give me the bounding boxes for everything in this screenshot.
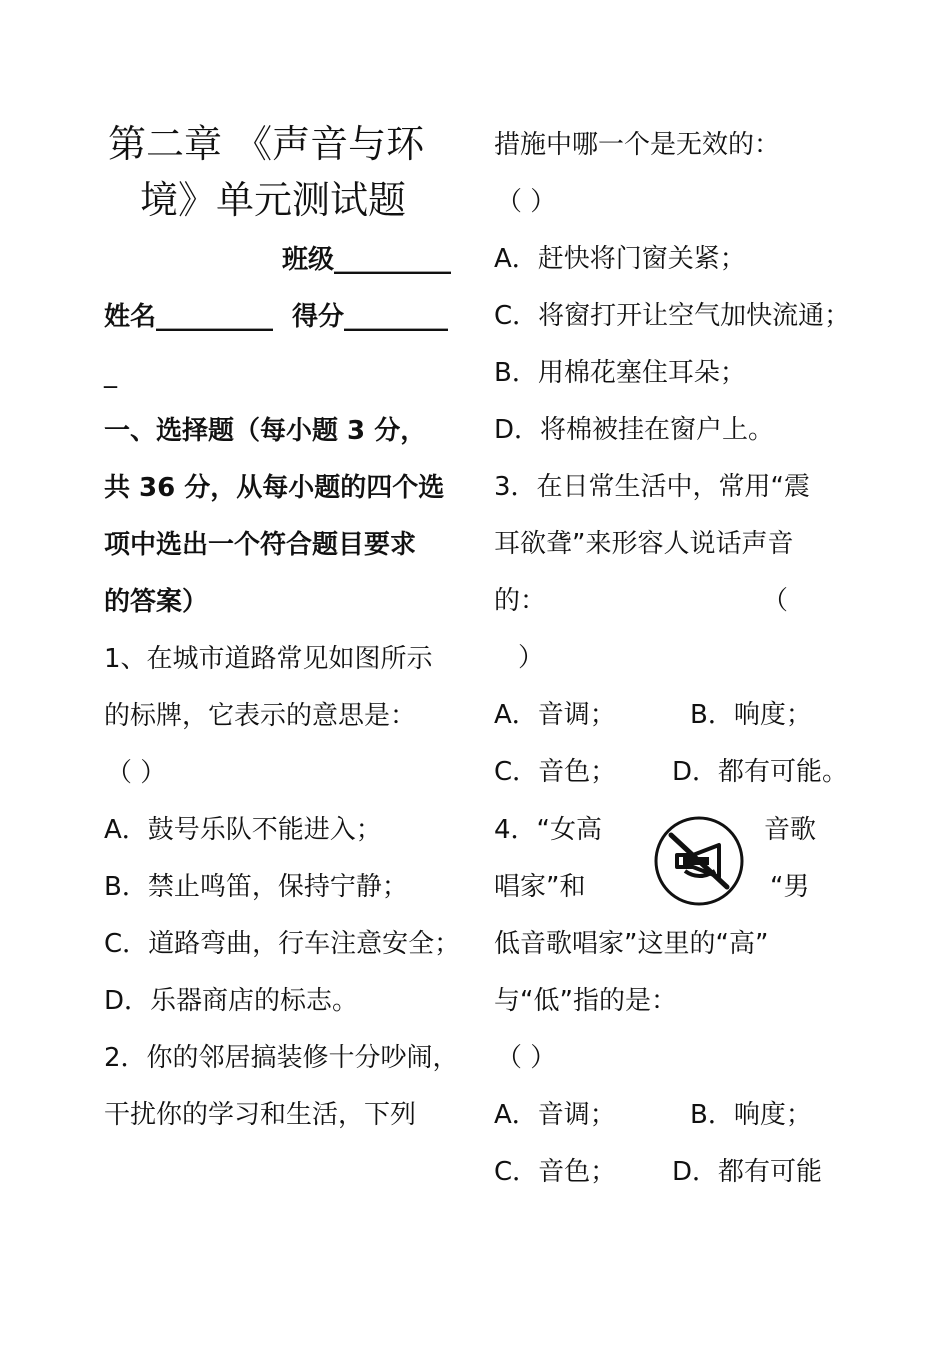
q4-stem-line3: 低音歌唱家”这里的“高”	[494, 929, 769, 959]
q1-option-d[interactable]: D．乐器商店的标志。	[104, 986, 359, 1016]
q4-stem-line2-left: 唱家”和	[494, 872, 586, 902]
q2-stem-line3: 措施中哪一个是无效的：	[494, 130, 781, 160]
q4-option-b[interactable]: B．响度；	[690, 1100, 812, 1130]
q4-stem-line1-left: 4．“女高	[494, 815, 603, 845]
q3-answer-paren-open[interactable]: （	[762, 586, 789, 616]
q1-answer-blank[interactable]: （ ）	[106, 758, 167, 788]
q3-stem-line1: 3．在日常生活中，常用“震	[494, 472, 811, 502]
q2-option-b[interactable]: B．用棉花塞住耳朵；	[494, 358, 746, 388]
q4-stem-line2-right: “男	[770, 872, 810, 902]
class-field[interactable]: 班级_________	[282, 245, 452, 275]
q3-stem-line2: 耳欲聋”来形容人说话声音	[494, 529, 794, 559]
q3-stem-line3: 的：	[494, 586, 547, 616]
score-field-tail: _	[104, 359, 117, 389]
section-heading-line1: 一、选择题（每小题 3 分，	[104, 416, 427, 446]
q3-answer-paren-close[interactable]: ）	[518, 643, 545, 673]
q2-stem-line1: 2．你的邻居搞装修十分吵闹，	[104, 1043, 459, 1073]
page-title-line2: 境》单元测试题	[140, 178, 407, 222]
q2-stem-line2: 干扰你的学习和生活，下列	[104, 1100, 417, 1130]
section-heading-line3: 项中选出一个符合题目要求	[104, 530, 417, 560]
page-title-line1: 第二章 《声音与环	[108, 122, 425, 166]
score-field[interactable]: 得分________	[292, 302, 449, 332]
q3-option-c[interactable]: C．音色；	[494, 757, 617, 787]
q1-option-c[interactable]: C．道路弯曲，行车注意安全；	[104, 929, 461, 959]
q4-answer-blank[interactable]: （ ）	[496, 1043, 557, 1073]
q2-answer-blank[interactable]: （ ）	[496, 187, 557, 217]
q1-option-a[interactable]: A．鼓号乐队不能进入；	[104, 815, 382, 845]
q4-option-c[interactable]: C．音色；	[494, 1157, 617, 1187]
q2-option-a[interactable]: A．赶快将门窗关紧；	[494, 244, 746, 274]
q1-stem-line2: 的标牌，它表示的意思是：	[104, 701, 417, 731]
q1-stem-line1: 1、在城市道路常见如图所示	[104, 644, 433, 674]
q4-option-d[interactable]: D．都有可能	[672, 1157, 823, 1187]
q4-option-a[interactable]: A．音调；	[494, 1100, 616, 1130]
q1-option-b[interactable]: B．禁止鸣笛，保持宁静；	[104, 872, 408, 902]
name-field[interactable]: 姓名_________	[104, 302, 274, 332]
no-horn-sign-icon	[653, 815, 745, 907]
section-heading-line4: 的答案）	[104, 587, 209, 617]
q4-stem-line1-right: 音歌	[764, 815, 817, 845]
q2-option-d[interactable]: D．将棉被挂在窗户上。	[494, 415, 775, 445]
q3-option-a[interactable]: A．音调；	[494, 700, 616, 730]
q4-stem-line4: 与“低”指的是：	[494, 986, 677, 1016]
q3-option-b[interactable]: B．响度；	[690, 700, 812, 730]
section-heading-line2: 共 36 分，从每小题的四个选	[104, 473, 445, 503]
q2-option-c[interactable]: C．将窗打开让空气加快流通；	[494, 301, 851, 331]
q3-option-d[interactable]: D．都有可能。	[672, 757, 849, 787]
